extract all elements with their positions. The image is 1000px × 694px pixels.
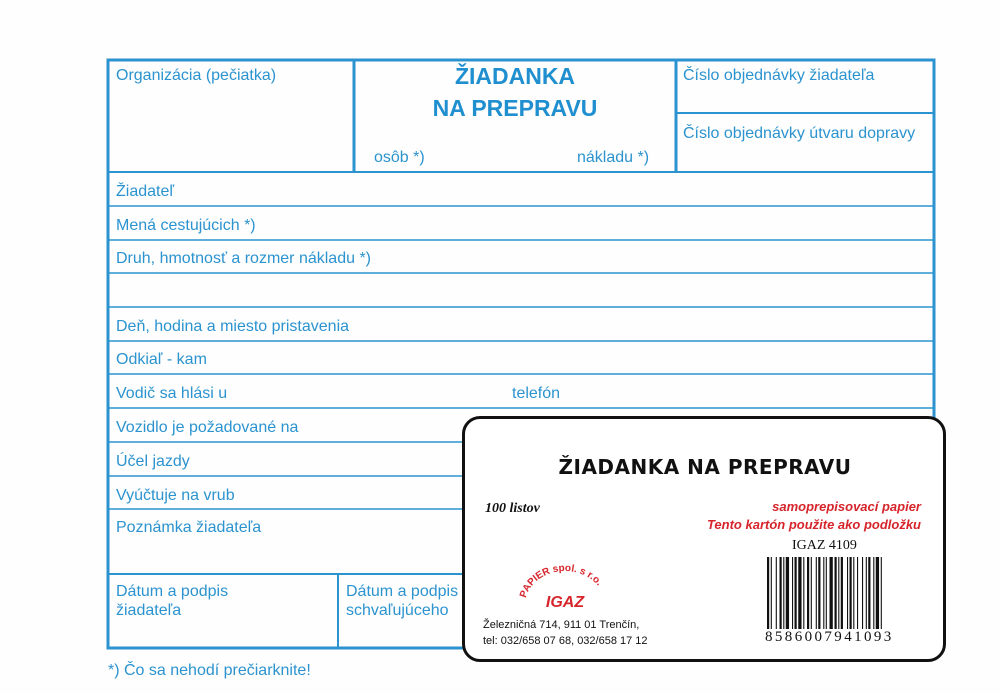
signature-approver-label: Dátum a podpis schvaľujúceho xyxy=(346,583,459,619)
backing-note: Tento kartón použite ako podložku xyxy=(706,517,921,532)
field-pickup-time-place: Deň, hodina a miesto pristavenia xyxy=(116,318,350,335)
logo-brand: IGAZ xyxy=(545,594,585,611)
field-requester: Žiadateľ xyxy=(116,183,175,200)
field-trip-purpose: Účel jazdy xyxy=(116,453,190,470)
field-billing: Vyúčtuje na vrub xyxy=(116,487,235,504)
field-passenger-names: Mená cestujúcich *) xyxy=(116,217,256,234)
footer-note: *) Čo sa nehodí prečiarknite! xyxy=(108,662,311,679)
field-driver-reports: Vodič sa hlási u xyxy=(116,385,228,402)
barcode xyxy=(765,557,925,629)
cover-card xyxy=(462,416,946,662)
igaz-logo xyxy=(517,557,613,617)
address-line1: Železničná 714, 911 01 Trenčín, xyxy=(483,619,640,631)
organization-label: Organizácia (pečiatka) xyxy=(116,67,277,84)
form-title-line2: NA PREPRAVU xyxy=(432,95,598,121)
persons-label: osôb *) xyxy=(374,149,425,166)
product-code: IGAZ 4109 xyxy=(792,538,857,553)
field-vehicle-required: Vozidlo je požadované na xyxy=(116,419,299,436)
field-requester-note: Poznámka žiadateľa xyxy=(116,519,262,536)
address-line2: tel: 032/658 07 68, 032/658 17 12 xyxy=(483,635,648,647)
cargo-label: nákladu *) xyxy=(577,149,650,166)
logo-arc-text: PAPIER spol. s r.o. xyxy=(518,562,605,600)
form-title-line1: ŽIADANKA xyxy=(454,63,576,89)
order-number-requester-label: Číslo objednávky žiadateľa xyxy=(683,67,875,84)
signature-requester-label: Dátum a podpis žiadateľa xyxy=(116,583,229,619)
sheet-count: 100 listov xyxy=(485,501,540,516)
phone-label: telefón xyxy=(512,385,561,402)
barcode-number: 8586007941093 xyxy=(765,629,894,645)
field-cargo-type: Druh, hmotnosť a rozmer nákladu *) xyxy=(116,250,371,267)
field-route: Odkiaľ - kam xyxy=(116,351,207,368)
cover-title: ŽIADANKA NA PREPRAVU xyxy=(558,455,852,479)
order-number-transport-label: Číslo objednávky útvaru dopravy xyxy=(683,125,916,142)
paper-note: samoprepisovací papier xyxy=(772,499,921,514)
